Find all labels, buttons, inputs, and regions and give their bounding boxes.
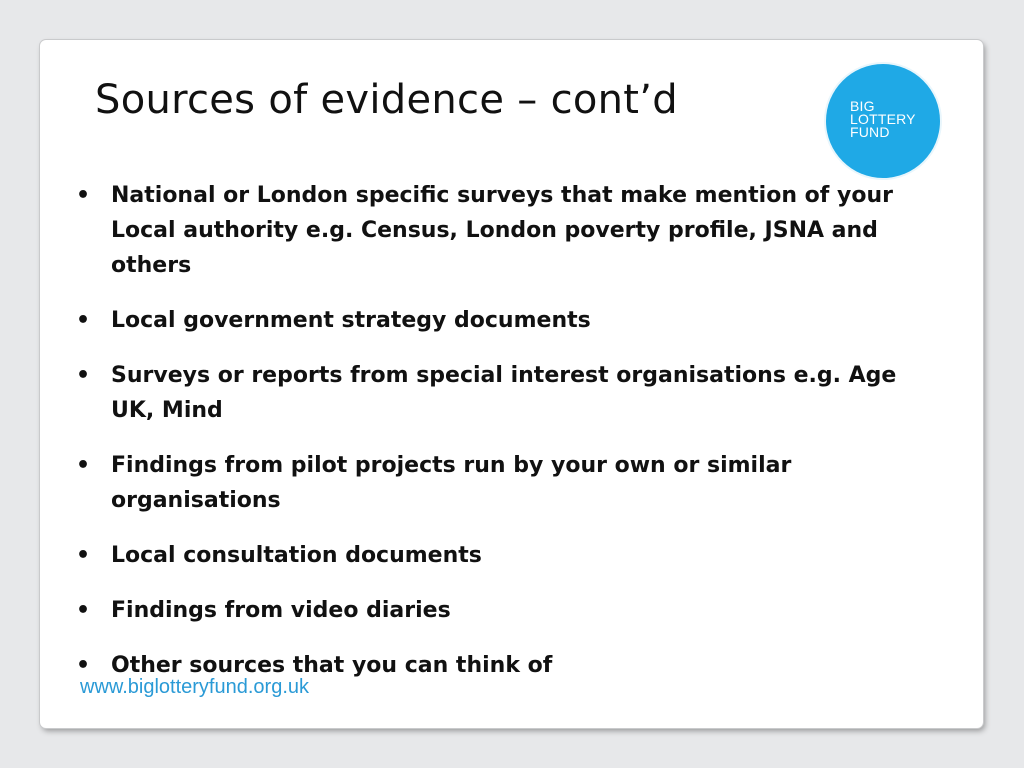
bullet-item bbox=[73, 593, 913, 628]
big-lottery-fund-logo bbox=[826, 64, 940, 178]
logo-line-1: BIG bbox=[850, 98, 875, 114]
bullet-marker: • bbox=[75, 308, 91, 333]
bullet-marker: • bbox=[75, 598, 91, 623]
bullet-marker: • bbox=[75, 653, 91, 678]
bullet-text: Findings from pilot projects run by your own or similar organisations bbox=[111, 453, 792, 513]
logo-line-3: FUND bbox=[850, 124, 890, 140]
bullet-item bbox=[73, 538, 913, 573]
bullet-item bbox=[73, 358, 913, 428]
slide bbox=[40, 40, 983, 728]
bullet-item bbox=[73, 303, 913, 338]
bullet-text: National or London specific surveys that make mention of your Local authority e.g. Census, London poverty profile, JSNA and others bbox=[111, 183, 893, 278]
bullet-item bbox=[73, 448, 913, 518]
logo-text bbox=[850, 100, 916, 139]
bullet-item bbox=[73, 178, 913, 283]
bullet-text: Surveys or reports from special interest organisations e.g. Age UK, Mind bbox=[111, 363, 897, 423]
bullet-marker: • bbox=[75, 183, 91, 208]
bullet-list bbox=[73, 178, 913, 703]
bullet-text: Local consultation documents bbox=[111, 543, 482, 568]
footer-website-link[interactable]: www.biglotteryfund.org.uk bbox=[80, 676, 310, 698]
bullet-marker: • bbox=[75, 543, 91, 568]
slide-title: Sources of evidence – cont’d bbox=[95, 77, 678, 123]
bullet-text: Other sources that you can think of bbox=[111, 653, 553, 678]
bullet-text: Findings from video diaries bbox=[111, 598, 451, 623]
bullet-marker: • bbox=[75, 363, 91, 388]
logo-line-2: LOTTERY bbox=[850, 111, 916, 127]
bullet-marker: • bbox=[75, 453, 91, 478]
bullet-text: Local government strategy documents bbox=[111, 308, 591, 333]
